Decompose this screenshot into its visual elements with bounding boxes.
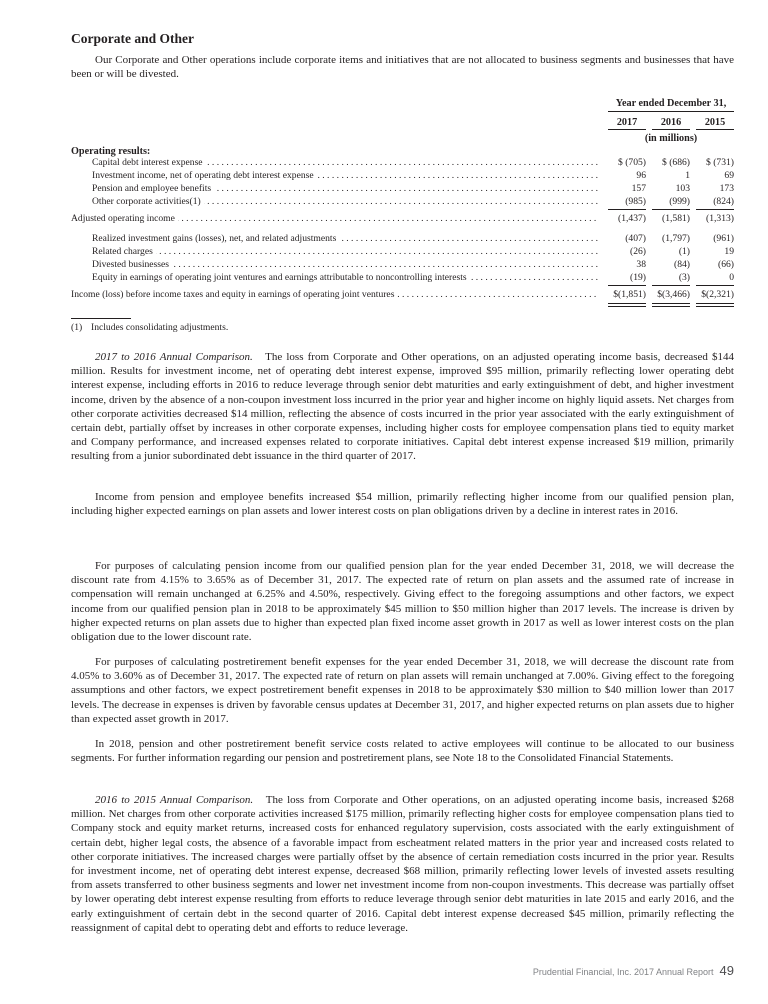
footnote-text: Includes consolidating adjustments. — [91, 322, 229, 333]
paragraph-pension-income — [71, 490, 734, 518]
value-2017: 96 — [636, 170, 646, 181]
value-2015: 0 — [729, 272, 734, 283]
value-2017: (407) — [625, 233, 646, 244]
value-2015: (824) — [713, 196, 734, 207]
section-title: Corporate and Other — [71, 31, 194, 46]
value-2015: 69 — [724, 170, 734, 181]
row-label: Income (loss) before income taxes and equity in earnings of operating joint ventures — [71, 289, 397, 300]
table-row-subtotal — [71, 212, 734, 225]
paragraph-text: The loss from Corporate and Other operations, on an adjusted operating income basis, increased $268 million. Net charges from other corporate activities increased $175 million, primarily reflecting higher costs for employee compensation plans tied to Company stock and equity market returns, increased costs for enhanced regulatory supervision, costs associated with the early extinguishment of certain debt, higher legal costs, the absence of a favorable impact from escheatment related matters in the prior year and increased costs related to other corporate initiatives. The increased charges were partially offset by the absence of certain remediation costs incurred in the prior year. Results for investment income, net of operating debt interest expense, decreased $68 million, primarily reflecting lower levels of invested assets resulting from assets transferred to other business segments and lower net investment income from non-coupon investments. This decrease was partially offset by lower operating debt interest expense resulting from efforts to reduce leverage through senior debt maturities in late 2015 and early 2016, and the early extinguishment of certain debt in the second quarter of 2016. Capital debt interest expense decreased $45 million, primarily reflecting the reassignment of capital debt to operating debt and efforts to reduce leverage. — [71, 794, 735, 934]
page-number: 49 — [719, 963, 734, 978]
paragraph-lead: 2017 to 2016 Annual Comparison. — [95, 351, 253, 363]
value-2016: (1) — [678, 246, 690, 257]
total-rule — [608, 285, 646, 286]
value-2017: (19) — [630, 272, 646, 283]
row-label: Realized investment gains (losses), net, and related adjustments — [92, 233, 339, 244]
subtotal-rule — [696, 209, 734, 210]
row-label: Equity in earnings of operating joint ventures and earnings attributable to noncontrolling interests — [92, 272, 470, 283]
table-row — [71, 271, 734, 284]
paragraph-text: Income from pension and employee benefits increased $54 million, primarily reflecting higher income from our qualified pension plan, including higher expected earnings on plan assets and lower interest costs on plan obligations driven by a decline in interest rates in 2016. — [71, 491, 734, 518]
value-2016: (1,797) — [662, 233, 690, 244]
value-2017: (26) — [630, 246, 646, 257]
value-2016: 1 — [685, 170, 690, 181]
table-units: (in millions) — [644, 133, 698, 144]
subtotal-rule — [652, 209, 690, 210]
double-total-rule — [652, 303, 690, 307]
table-row — [71, 258, 734, 271]
value-2017: (985) — [625, 196, 646, 207]
table-row-total — [71, 288, 734, 301]
page-footer — [533, 963, 734, 978]
table-row — [71, 245, 734, 258]
table-row — [71, 232, 734, 245]
row-label: Investment income, net of operating debt interest expense — [92, 170, 317, 181]
footnote — [71, 322, 228, 333]
value-2015: $ (731) — [706, 157, 734, 168]
value-2015: 173 — [719, 183, 734, 194]
paragraph-text: The loss from Corporate and Other operations, on an adjusted operating income basis, decreased $144 million. Results for investment income, net of operating debt interest expense, improved $95 million, primarily reflecting lower operating debt interest expense, including efforts in 2016 to reduce leverage through senior debt maturities and early extinguishment of debt, and higher investment income, driven by the absence of a non-coupon investment loss incurred in the prior year and higher income on highly liquid assets. Net charges from other corporate activities decreased $14 million, reflecting the absence of costs incurred in the prior year associated with the early extinguishment of certain debt, partially offset by increases in other corporate expenses, including higher costs for employee compensation plans tied to equity market and Company performance, and increased expenses related to corporate initiatives. Capital debt interest expense increased $19 million, primarily resulting from a junior subordinated debt issuance in the third quarter of 2017. — [71, 351, 735, 463]
double-total-rule — [696, 303, 734, 307]
paragraph-2017-comparison — [71, 350, 734, 464]
value-2017: (1,437) — [618, 213, 646, 224]
paragraph-pension-assumptions — [71, 559, 734, 644]
year-header-2017: 2017 — [608, 117, 646, 130]
value-2015: $(2,321) — [701, 289, 734, 300]
value-2016: $(3,466) — [657, 289, 690, 300]
row-label: Other corporate activities(1) — [92, 196, 204, 207]
value-2016: (1,581) — [662, 213, 690, 224]
value-2016: 103 — [675, 183, 690, 194]
value-2015: 19 — [724, 246, 734, 257]
footnote-marker: (1) — [71, 322, 83, 333]
table-row — [71, 195, 734, 208]
row-label: Related charges — [92, 246, 156, 257]
paragraph-text: For purposes of calculating pension income from our qualified pension plan for the year ended December 31, 2018, we will decrease the discount rate from 4.15% to 3.65% as of December 31, 2017. The expected rate of return on plan assets and the assumed rate of increase in compensation will remain unchanged at 6.25% and 4.50%, respectively. Giving effect to the foregoing assumptions and other factors, we expect income from our qualified pension plan in 2018 to be approximately $45 million to $50 million higher than 2017 levels. The increase is driven by higher expected returns on plan assets due to higher than expected plan fixed income asset growth in 2017 as well as lower interest costs on the plan obligation due to the lower discount rate. — [71, 560, 734, 644]
row-label: Adjusted operating income — [71, 213, 178, 224]
table-header-period: Year ended December 31, — [608, 98, 734, 112]
paragraph-lead: 2016 to 2015 Annual Comparison. — [95, 794, 254, 806]
value-2016: $ (686) — [662, 157, 690, 168]
value-2017: $ (705) — [618, 157, 646, 168]
paragraph-postretirement-assumptions — [71, 655, 734, 726]
year-header-2016: 2016 — [652, 117, 690, 130]
value-2016: (3) — [678, 272, 690, 283]
row-label: Capital debt interest expense — [92, 157, 206, 168]
value-2017: 157 — [631, 183, 646, 194]
table-year-headers — [608, 117, 734, 131]
row-label: Pension and employee benefits — [92, 183, 214, 194]
value-2017: $(1,851) — [613, 289, 646, 300]
total-rule — [696, 285, 734, 286]
table-row — [71, 156, 734, 169]
footer-report-title: Prudential Financial, Inc. 2017 Annual Report — [532, 967, 714, 977]
operating-results-label: Operating results: — [71, 146, 151, 157]
value-2015: (961) — [713, 233, 734, 244]
paragraph-2016-comparison — [71, 793, 734, 935]
double-total-rule — [608, 303, 646, 307]
value-2015: (66) — [718, 259, 734, 270]
total-rule — [652, 285, 690, 286]
value-2017: 38 — [636, 259, 646, 270]
value-2015: (1,313) — [706, 213, 734, 224]
paragraph-text: For purposes of calculating postretirement benefit expenses for the year ended December 31, 2018, we will decrease the discount rate from 4.05% to 3.60% as of December 31, 2017. The expected rate of return on plan assets will remain unchanged at 7.00%. Giving effect to the foregoing assumptions and other factors, we expect postretirement benefit expenses in 2018 to be approximately $30 million to $40 million lower than 2017 levels. The decrease in expenses is driven by favorable census updates at December 31, 2017, and higher expected returns on plan assets due to higher than expected asset growth in 2017. — [71, 656, 734, 725]
paragraph-service-costs — [71, 737, 734, 765]
subtotal-rule — [608, 209, 646, 210]
table-row — [71, 169, 734, 182]
value-2016: (999) — [669, 196, 690, 207]
paragraph-text: In 2018, pension and other postretirement benefit service costs related to active employees will continue to be allocated to our business segments. For further information regarding our pension and postretirement plans, see Note 18 to the Consolidated Financial Statements. — [71, 738, 734, 765]
table-row — [71, 182, 734, 195]
intro-paragraph: Our Corporate and Other operations include corporate items and initiatives that are not allocated to business segments and businesses that have been or will be divested. — [71, 54, 734, 81]
row-label: Divested businesses — [92, 259, 172, 270]
year-header-2015: 2015 — [696, 117, 734, 130]
footnote-divider — [71, 318, 131, 319]
value-2016: (84) — [674, 259, 690, 270]
